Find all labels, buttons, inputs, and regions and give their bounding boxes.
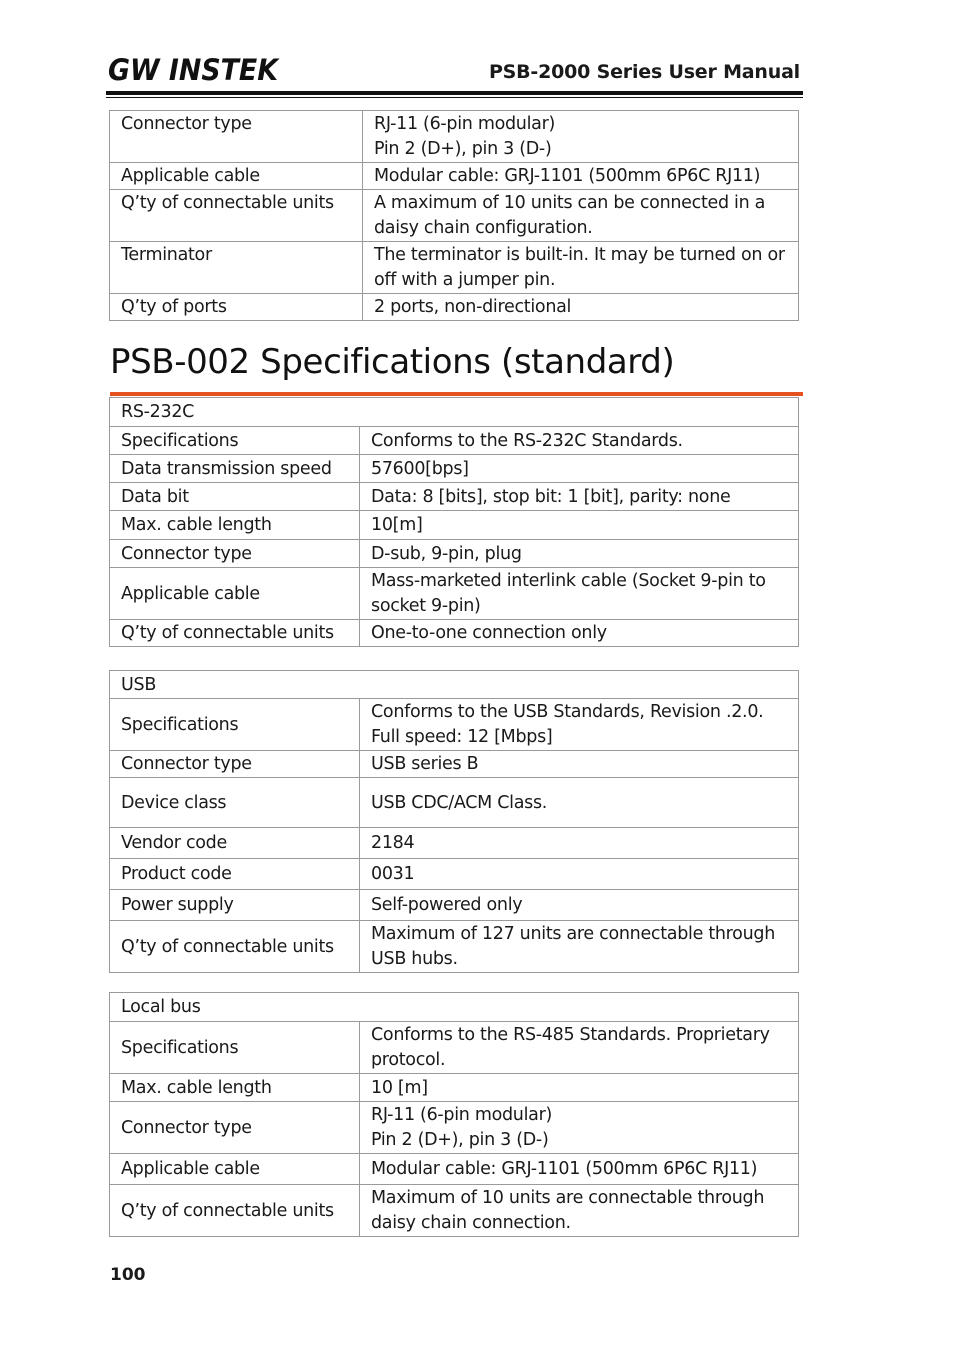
row-value bbox=[360, 859, 799, 890]
value-line: 2 ports, non-directional bbox=[374, 297, 572, 317]
row-label: Connector type bbox=[110, 540, 360, 568]
value-line: RJ-11 (6-pin modular) bbox=[374, 114, 556, 134]
row-value bbox=[363, 294, 799, 321]
value-line: The terminator is built-in. It may be turned on or bbox=[374, 245, 785, 265]
row-label: Max. cable length bbox=[110, 511, 360, 540]
value-line: Self-powered only bbox=[371, 895, 523, 915]
row-value bbox=[360, 427, 799, 455]
row-label: Q’ty of connectable units bbox=[110, 190, 363, 242]
row-value bbox=[360, 699, 799, 751]
page-number: 100 bbox=[110, 1265, 146, 1285]
row-value bbox=[360, 1154, 799, 1185]
rs232c-spec-table bbox=[109, 397, 799, 647]
table-row bbox=[110, 427, 799, 455]
table-row bbox=[110, 163, 799, 190]
table-row bbox=[110, 540, 799, 568]
row-label: Vendor code bbox=[110, 828, 360, 859]
value-line: One-to-one connection only bbox=[371, 623, 607, 643]
table-row bbox=[110, 483, 799, 511]
table-title-row bbox=[110, 398, 799, 427]
table-row bbox=[110, 1022, 799, 1074]
header-rule-thick bbox=[106, 91, 803, 95]
value-line: off with a jumper pin. bbox=[374, 270, 556, 290]
value-line: socket 9-pin) bbox=[371, 596, 481, 616]
row-value bbox=[360, 455, 799, 483]
table-row bbox=[110, 1154, 799, 1185]
usb-spec-table bbox=[109, 670, 799, 973]
value-line: Data: 8 [bits], stop bit: 1 [bit], parity: none bbox=[371, 486, 731, 507]
value-line: 10[m] bbox=[371, 515, 423, 535]
row-value bbox=[360, 540, 799, 568]
table-row bbox=[110, 190, 799, 242]
table-title: RS-232C bbox=[110, 398, 799, 427]
table-row bbox=[110, 699, 799, 751]
row-value bbox=[360, 1185, 799, 1237]
table-title-row bbox=[110, 671, 799, 699]
table-row bbox=[110, 620, 799, 647]
table-title: Local bus bbox=[110, 993, 799, 1022]
row-value bbox=[360, 1102, 799, 1154]
table-title-row bbox=[110, 993, 799, 1022]
row-label: Power supply bbox=[110, 890, 360, 921]
row-value bbox=[360, 890, 799, 921]
manual-title: PSB-2000 Series User Manual bbox=[488, 61, 800, 83]
row-label: Q’ty of connectable units bbox=[110, 620, 360, 647]
value-line: Mass-marketed interlink cable (Socket 9-pin to bbox=[371, 571, 766, 591]
row-label: Applicable cable bbox=[110, 163, 363, 190]
table-row bbox=[110, 511, 799, 540]
value-line: USB hubs. bbox=[371, 949, 458, 969]
table-row bbox=[110, 1074, 799, 1102]
value-line: Conforms to the RS-485 Standards. Proprietary bbox=[371, 1025, 770, 1045]
value-line: Conforms to the RS-232C Standards. bbox=[371, 430, 683, 451]
value-line: Maximum of 127 units are connectable through bbox=[371, 924, 775, 944]
section-accent-rule bbox=[110, 392, 803, 396]
value-line: A maximum of 10 units can be connected in a bbox=[374, 193, 766, 213]
value-line: Full speed: 12 [Mbps] bbox=[371, 727, 553, 747]
value-line: USB CDC/ACM Class. bbox=[371, 792, 548, 813]
value-line: 2184 bbox=[371, 833, 415, 853]
row-label: Connector type bbox=[110, 111, 363, 163]
value-line: RJ-11 (6-pin modular) bbox=[371, 1105, 553, 1125]
row-value bbox=[360, 483, 799, 511]
row-label: Data transmission speed bbox=[110, 455, 360, 483]
value-line: 10 [m] bbox=[371, 1077, 428, 1098]
table-row bbox=[110, 242, 799, 294]
table-row bbox=[110, 778, 799, 828]
table-row bbox=[110, 828, 799, 859]
value-line: protocol. bbox=[371, 1050, 446, 1070]
row-value bbox=[360, 828, 799, 859]
value-line: daisy chain configuration. bbox=[374, 218, 593, 238]
row-value bbox=[360, 751, 799, 778]
table-row bbox=[110, 1102, 799, 1154]
row-value bbox=[360, 1074, 799, 1102]
table-title: USB bbox=[110, 671, 799, 699]
table-row bbox=[110, 921, 799, 973]
value-line: Modular cable: GRJ-1101 (500mm 6P6C RJ11) bbox=[371, 1159, 758, 1179]
value-line: USB series B bbox=[371, 754, 479, 774]
value-line: Pin 2 (D+), pin 3 (D-) bbox=[374, 139, 552, 159]
row-value bbox=[360, 1022, 799, 1074]
row-value bbox=[360, 568, 799, 620]
row-value bbox=[360, 620, 799, 647]
row-value bbox=[360, 511, 799, 540]
row-label: Max. cable length bbox=[110, 1074, 360, 1102]
row-label: Product code bbox=[110, 859, 360, 890]
value-line: Modular cable: GRJ-1101 (500mm 6P6C RJ11) bbox=[374, 166, 761, 186]
row-label: Connector type bbox=[110, 1102, 360, 1154]
row-label: Q’ty of connectable units bbox=[110, 1185, 360, 1237]
row-label: Applicable cable bbox=[110, 1154, 360, 1185]
section-title: PSB-002 Specifications (standard) bbox=[110, 342, 675, 382]
row-label: Specifications bbox=[110, 699, 360, 751]
row-label: Specifications bbox=[110, 427, 360, 455]
row-label: Connector type bbox=[110, 751, 360, 778]
value-line: 0031 bbox=[371, 864, 415, 884]
value-line: Maximum of 10 units are connectable through bbox=[371, 1188, 765, 1208]
header-rule-thin bbox=[106, 97, 803, 98]
table-row bbox=[110, 455, 799, 483]
table-row bbox=[110, 294, 799, 321]
row-value bbox=[363, 190, 799, 242]
value-line: D-sub, 9-pin, plug bbox=[371, 543, 522, 564]
row-label: Q’ty of connectable units bbox=[110, 921, 360, 973]
table-row bbox=[110, 751, 799, 778]
row-value bbox=[360, 778, 799, 828]
table-row bbox=[110, 890, 799, 921]
row-value bbox=[360, 921, 799, 973]
value-line: 57600[bps] bbox=[371, 458, 469, 479]
local-bus-spec-table-continued bbox=[109, 110, 799, 321]
row-label: Device class bbox=[110, 778, 360, 828]
table-row bbox=[110, 111, 799, 163]
value-line: Pin 2 (D+), pin 3 (D-) bbox=[371, 1130, 549, 1150]
row-label: Terminator bbox=[110, 242, 363, 294]
row-value bbox=[363, 111, 799, 163]
table-row bbox=[110, 859, 799, 890]
row-value bbox=[363, 242, 799, 294]
value-line: Conforms to the USB Standards, Revision .2.0. bbox=[371, 702, 764, 722]
row-label: Specifications bbox=[110, 1022, 360, 1074]
row-value bbox=[363, 163, 799, 190]
row-label: Applicable cable bbox=[110, 568, 360, 620]
row-label: Q’ty of ports bbox=[110, 294, 363, 321]
local-bus-spec-table bbox=[109, 992, 799, 1237]
table-row bbox=[110, 1185, 799, 1237]
logo-text: GW INSTEK bbox=[108, 54, 280, 84]
value-line: daisy chain connection. bbox=[371, 1213, 571, 1233]
row-label: Data bit bbox=[110, 483, 360, 511]
gw-instek-logo bbox=[108, 54, 280, 84]
table-row bbox=[110, 568, 799, 620]
